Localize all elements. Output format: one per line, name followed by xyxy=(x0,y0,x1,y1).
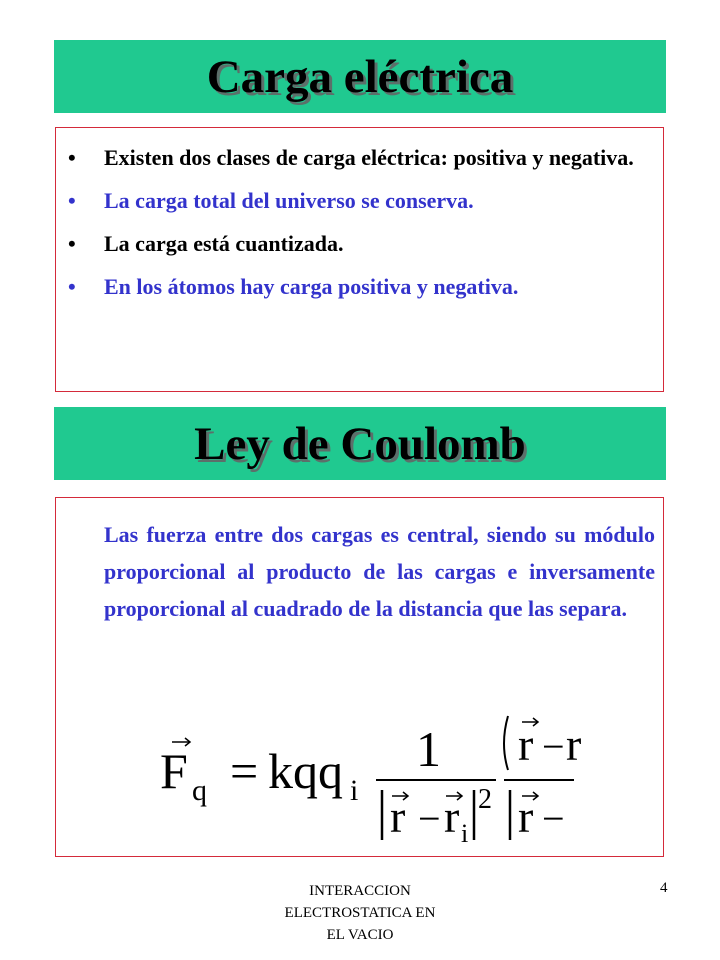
fraction2-den-minus: − xyxy=(542,796,565,841)
formula-equals: = xyxy=(230,743,259,799)
bullet-dot: • xyxy=(68,231,76,256)
formula-coef: kqq xyxy=(268,743,343,799)
bullet-text: Existen dos clases de carga eléctrica: positiva y negativa. xyxy=(104,145,634,170)
coulomb-paragraph: Las fuerza entre dos cargas es central, siendo su módulo proporcional al producto de las cargas e inversamente proporcional al cuadrado de la distancia que las separa. xyxy=(104,522,655,621)
fraction1-r: r xyxy=(390,791,406,842)
formula-lhs: F xyxy=(160,743,188,799)
bullet-item xyxy=(68,185,655,216)
bullet-text: La carga total del universo se conserva. xyxy=(104,188,474,213)
bullet-item xyxy=(68,271,655,302)
bullet-item xyxy=(68,142,655,173)
fraction1-minus: − xyxy=(418,796,441,841)
footer-line1: INTERACCION xyxy=(309,883,411,899)
fraction2-den-r: r xyxy=(518,791,534,842)
coulomb-formula xyxy=(156,708,582,848)
bullet-text: La carga está cuantizada. xyxy=(104,231,344,256)
fraction1-numerator: 1 xyxy=(416,721,441,777)
bullet-dot: • xyxy=(68,188,76,213)
page-number: 4 xyxy=(660,880,668,896)
bullet-text: En los átomos hay carga positiva y negativa. xyxy=(104,274,519,299)
footer-line2: ELECTROSTATICA EN xyxy=(284,905,436,921)
bullet-box xyxy=(55,127,664,392)
fraction2-num-r: r xyxy=(518,719,534,770)
title2-text: Ley de Coulomb xyxy=(194,417,526,470)
fraction1-exponent: 2 xyxy=(478,784,492,815)
formula-lhs-sub: q xyxy=(192,774,207,807)
fraction2-num-ri: r xyxy=(566,719,582,770)
footer-line3: EL VACIO xyxy=(326,927,394,943)
bullet-dot: • xyxy=(68,274,76,299)
formula-coef-sub: i xyxy=(350,774,359,807)
bullet-list xyxy=(56,128,663,302)
title1-text: Carga eléctrica xyxy=(206,50,514,103)
bullet-dot: • xyxy=(68,145,76,170)
footer-text xyxy=(255,880,465,946)
fraction1-ri: r xyxy=(444,791,460,842)
slide-title-ley-de-coulomb xyxy=(54,407,666,480)
slide-title-carga-electrica xyxy=(54,40,666,113)
fraction1-ri-sub: i xyxy=(461,819,469,848)
coulomb-box xyxy=(55,497,664,857)
bullet-item xyxy=(68,228,655,259)
fraction2-num-minus: − xyxy=(542,724,565,769)
